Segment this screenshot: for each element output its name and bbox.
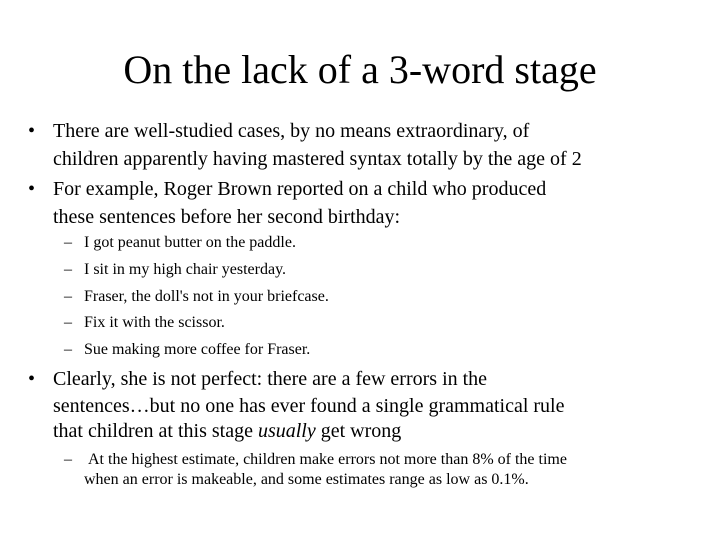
bullet-text-line: For example, Roger Brown reported on a child who produced xyxy=(53,178,547,200)
sub-bullet-text: Fraser, the doll's not in your briefcase. xyxy=(84,288,329,305)
bullet-marker: • xyxy=(28,178,36,200)
sub-bullet-marker: – xyxy=(64,341,72,358)
sub-bullet-text: Sue making more coffee for Fraser. xyxy=(84,341,311,358)
emphasis-text: usually xyxy=(257,420,316,442)
bullet-marker: • xyxy=(28,368,36,390)
sub-bullet-marker: – xyxy=(64,314,72,331)
bullet-text-fragment: get wrong xyxy=(315,420,402,442)
sub-bullet-marker: – xyxy=(64,234,72,251)
bullet-text-line: these sentences before her second birthday: xyxy=(53,206,401,228)
sub-bullet-text: I sit in my high chair yesterday. xyxy=(84,261,287,278)
bullet-text-line: children apparently having mastered syntax totally by the age of 2 xyxy=(53,148,582,170)
sub-bullet-text: I got peanut butter on the paddle. xyxy=(84,234,296,251)
bullet-text-line: Clearly, she is not perfect: there are a few errors in the xyxy=(53,368,488,390)
sub-bullet-marker: – xyxy=(64,261,72,278)
sub-bullet-marker: – xyxy=(64,451,72,468)
slide-title: On the lack of a 3-word stage xyxy=(123,47,597,92)
sub-bullet-text: Fix it with the scissor. xyxy=(84,314,225,331)
bullet-text-line: sentences…but no one has ever found a single grammatical rule xyxy=(53,395,565,417)
bullet-text-line: There are well-studied cases, by no means extraordinary, of xyxy=(53,120,530,142)
sub-bullet-text-line: when an error is makeable, and some estimates range as low as 0.1%. xyxy=(84,471,529,488)
sub-bullet-text-line: At the highest estimate, children make errors not more than 8% of the time xyxy=(88,451,567,468)
sub-bullet-marker: – xyxy=(64,288,72,305)
bullet-text-line xyxy=(53,417,401,445)
bullet-text-fragment: that children at this stage xyxy=(53,420,258,442)
bullet-marker: • xyxy=(28,120,36,142)
